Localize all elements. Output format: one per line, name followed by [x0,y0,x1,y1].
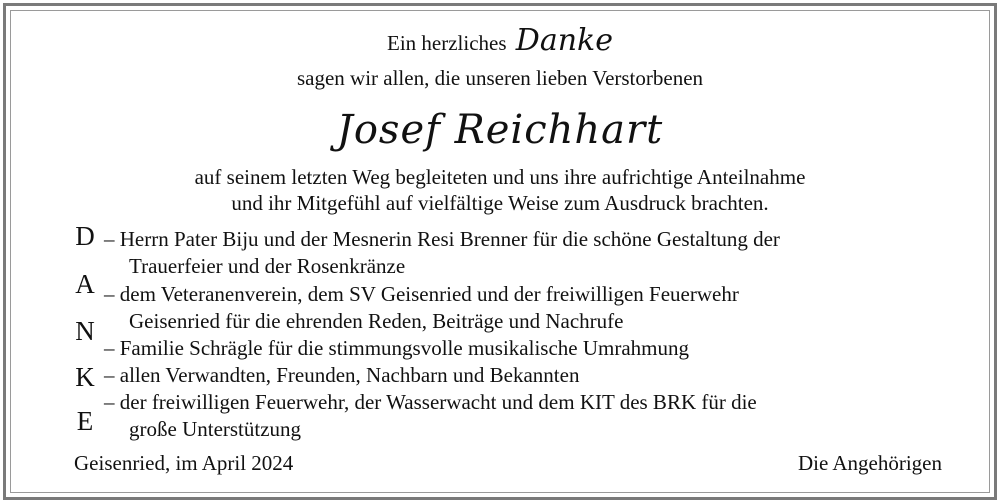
list-item-5-continued: große Unterstützung [129,417,302,441]
list-item-5: – der freiwilligen Feuerwehr, der Wasserwacht und dem KIT des BRK für die [104,390,757,414]
list-item-1-continued: Trauerfeier und der Rosenkränze [129,254,406,278]
subline: sagen wir allen, die unseren lieben Verstorbenen [296,66,704,90]
acrostic-letter-a: A [75,269,95,299]
place-date: Geisenried, im April 2024 [74,451,294,475]
acrostic-letter-d: D [75,221,95,251]
list-item-2-continued: Geisenried für die ehrenden Reden, Beiträge und Nachrufe [129,309,624,333]
list-item-4: – allen Verwandten, Freunden, Nachbarn und Bekannten [104,363,580,387]
intro-prefix: Ein herzliches [387,31,507,55]
signature: Die Angehörigen [797,451,942,475]
list-item-1: – Herrn Pater Biju und der Mesnerin Resi Brenner für die schöne Gestaltung der [104,227,780,251]
list-item-3: – Familie Schrägle für die stimmungsvolle musikalische Umrahmung [104,336,689,360]
thanks-line-1: auf seinem letzten Weg begleiteten und uns ihre aufrichtige Anteilnahme [194,165,806,189]
deceased-name: Josef Reichhart [336,107,664,153]
intro-line [0,24,1000,58]
acrostic-letter-e: E [76,406,94,436]
thanks-line-2: und ihr Mitgefühl auf vielfältige Weise zum Ausdruck brachten. [231,191,769,215]
acrostic-letter-n: N [75,316,95,346]
acrostic-letter-k: K [75,362,95,392]
intro-danke: Danke [515,23,613,58]
list-item-2: – dem Veteranenverein, dem SV Geisenried und der freiwilligen Feuerwehr [104,282,739,306]
